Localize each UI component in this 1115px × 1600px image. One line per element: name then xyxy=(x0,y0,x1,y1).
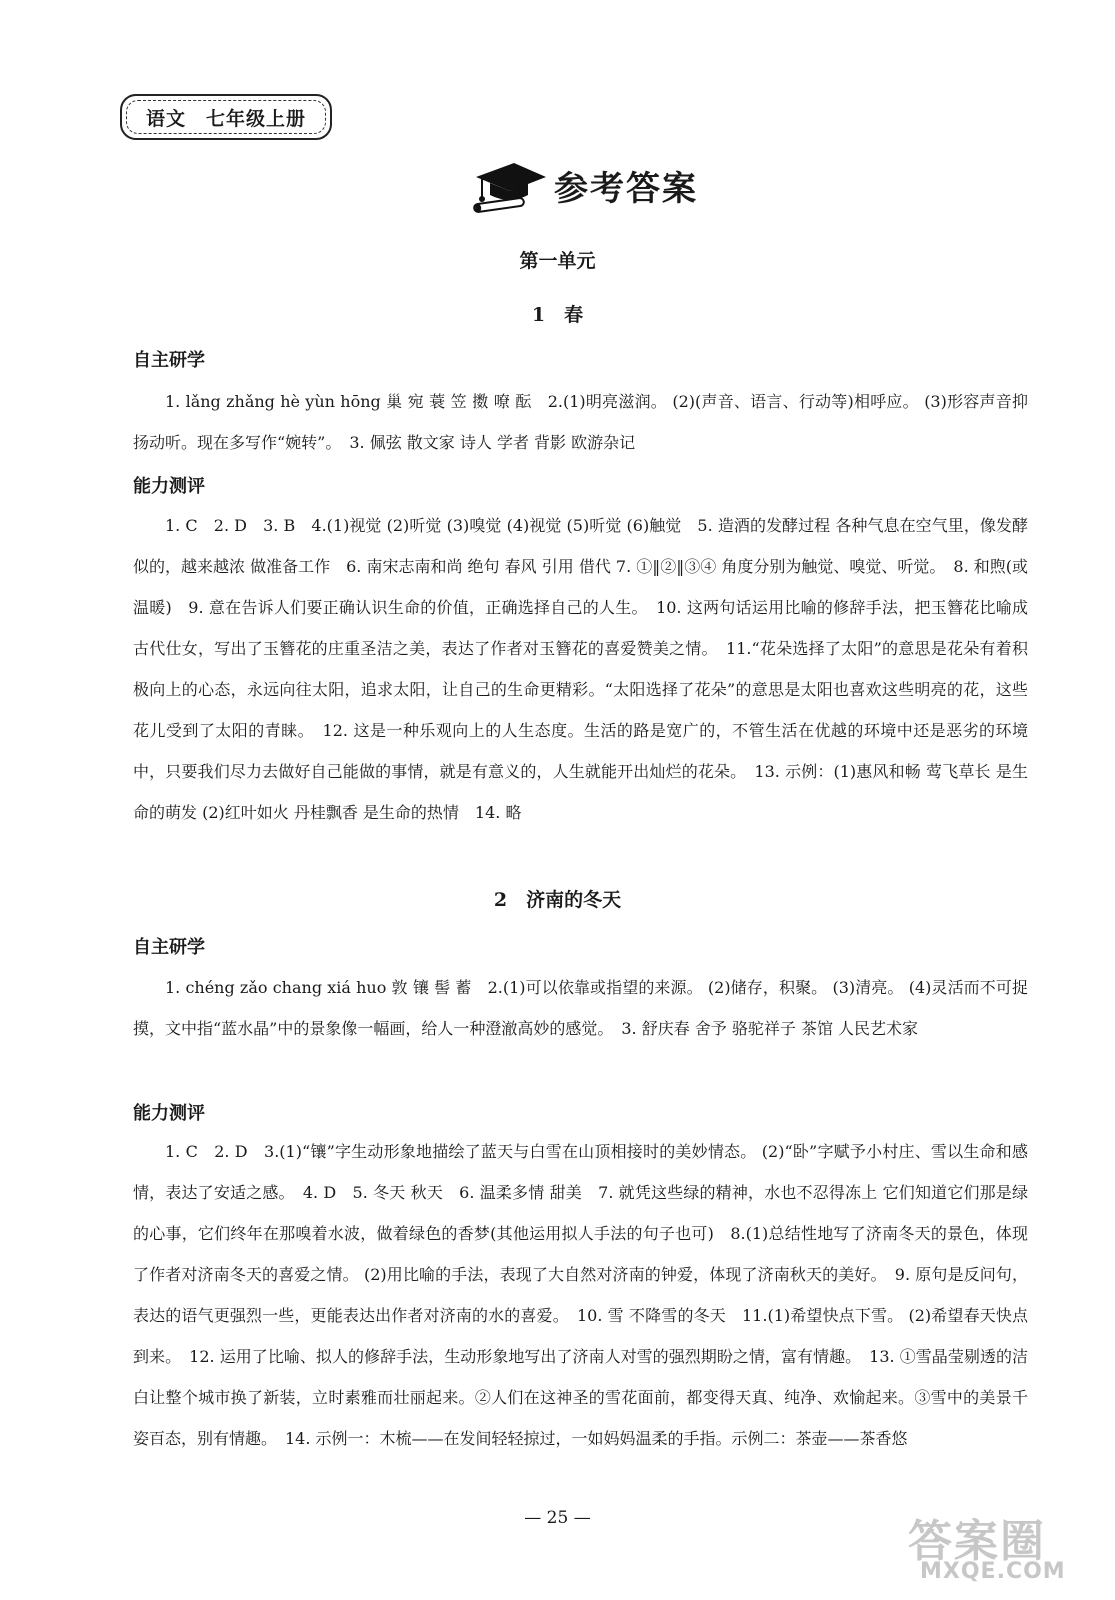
watermark-logo: 答案圈 xyxy=(908,1516,1046,1567)
page-title-text: 参考答案 xyxy=(554,168,698,209)
lesson-1-section-2: 能力测评 xyxy=(133,476,205,497)
lesson-1-title: 1 春 xyxy=(531,304,584,326)
subject-label-box xyxy=(120,94,332,140)
lesson-1-section-1: 自主研学 xyxy=(133,350,205,371)
lesson-1-para-1: 1. lǎng zhǎng hè yùn hōng 巢 宛 蓑 笠 擞 嘹 酝 2.(1)明亮滋润。 (2)(声音、语言、行动等)相呼应。 (3)形容声音抑扬动听。现在多写作“婉转”。 3. 佩弦 散文家 诗人 学者 背影 欧游杂记 xyxy=(133,392,1028,452)
lesson-2-para-2: 1. C 2. D 3.(1)“镶”字生动形象地描绘了蓝天与白雪在山顶相接时的美妙情态。 (2)“卧”字赋予小村庄、雪以生命和感情，表达了安适之感。 4. D 5. 冬天 秋天 6. 温柔多情 甜美 7. 就凭这些绿的精神，水也不忍得冻上 它们知道它们那是绿的心事，它们终年在那嗅着水波，做着绿色的香梦(其他运用拟人手法的句子也可) 8.(1)总结性地写了济南冬天的景色，体现了作者对济南冬天的喜爱之情。 (2)用比喻的手法，表现了大自然对济南的钟爱，体现了济南秋天的美好。 9. 原句是反问句，表达的语气更强烈一些，更能表达出作者对济南的水的喜爱。 10. 雪 不降雪的冬天 11.(1)希望快点下雪。 (2)希望春天快点到来。 12. 运用了比喻、拟人的修辞手法，生动形象地写出了济南人对雪的强烈期盼之情，富有情趣。 13. ①雪晶莹剔透的洁白让整个城市换了新装，立时素雅而壮丽起来。②人们在这神圣的雪花面前，都变得天真、纯净、欢愉起来。③雪中的美景千姿百态，别有情趣。 14. 示例一：木梳——在发间轻轻掠过，一如妈妈温柔的手指。示例二：茶壶——茶香悠 xyxy=(133,1142,1028,1448)
lesson-2-section-2: 能力测评 xyxy=(133,1103,205,1124)
page-title xyxy=(470,155,698,215)
watermark xyxy=(900,1505,1090,1595)
lesson-1-para-2: 1. C 2. D 3. B 4.(1)视觉 (2)听觉 (3)嗅觉 (4)视觉 (5)听觉 (6)触觉 5. 造酒的发酵过程 各种气息在空气里，像发酵似的，越来越浓 做准备工作 6. 南宋志南和尚 绝句 春风 引用 借代 7. ①‖②‖③④ 角度分别为触觉、嗅觉、听觉。 8. 和煦(或温暖) 9. 意在告诉人们要正确认识生命的价值，正确选择自己的人生。 10. 这两句话运用比喻的修辞手法，把玉簪花比喻成古代仕女，写出了玉簪花的庄重圣洁之美，表达了作者对玉簪花的喜爱赞美之情。 11.“花朵选择了太阳”的意思是花朵有着积极向上的心态，永远向往太阳，追求太阳，让自己的生命更精彩。“太阳选择了花朵”的意思是太阳也喜欢这些明亮的花，这些花儿受到了太阳的青睐。 12. 这是一种乐观向上的人生态度。生活的路是宽广的，不管生活在优越的环境中还是恶劣的环境中，只要我们尽力去做好自己能做的事情，就是有意义的，人生就能开出灿烂的花朵。 13. 示例：(1)惠风和畅 莺飞草长 是生命的萌发 (2)红叶如火 丹桂飘香 是生命的热情 14. 略 xyxy=(133,516,1028,822)
page-number: — 25 — xyxy=(524,1508,591,1528)
watermark-url: MXQE.COM xyxy=(920,1559,1066,1584)
lesson-2-para-1: 1. chéng zǎo chang xiá huo 敦 镶 髻 蓄 2.(1)可以依靠或指望的来源。 (2)储存，积聚。 (3)清亮。 (4)灵活而不可捉摸，文中指“蓝水晶”中的景象像一幅画，给人一种澄澈高妙的感觉。 3. 舒庆春 舍予 骆驼祥子 茶馆 人民艺术家 xyxy=(133,978,1028,1038)
graduation-cap-icon xyxy=(470,155,548,215)
lesson-2-section-1: 自主研学 xyxy=(133,937,205,958)
subject-label: 语文 七年级上册 xyxy=(145,108,306,130)
lesson-2-title: 2 济南的冬天 xyxy=(493,889,622,911)
unit-heading: 第一单元 xyxy=(519,250,596,272)
